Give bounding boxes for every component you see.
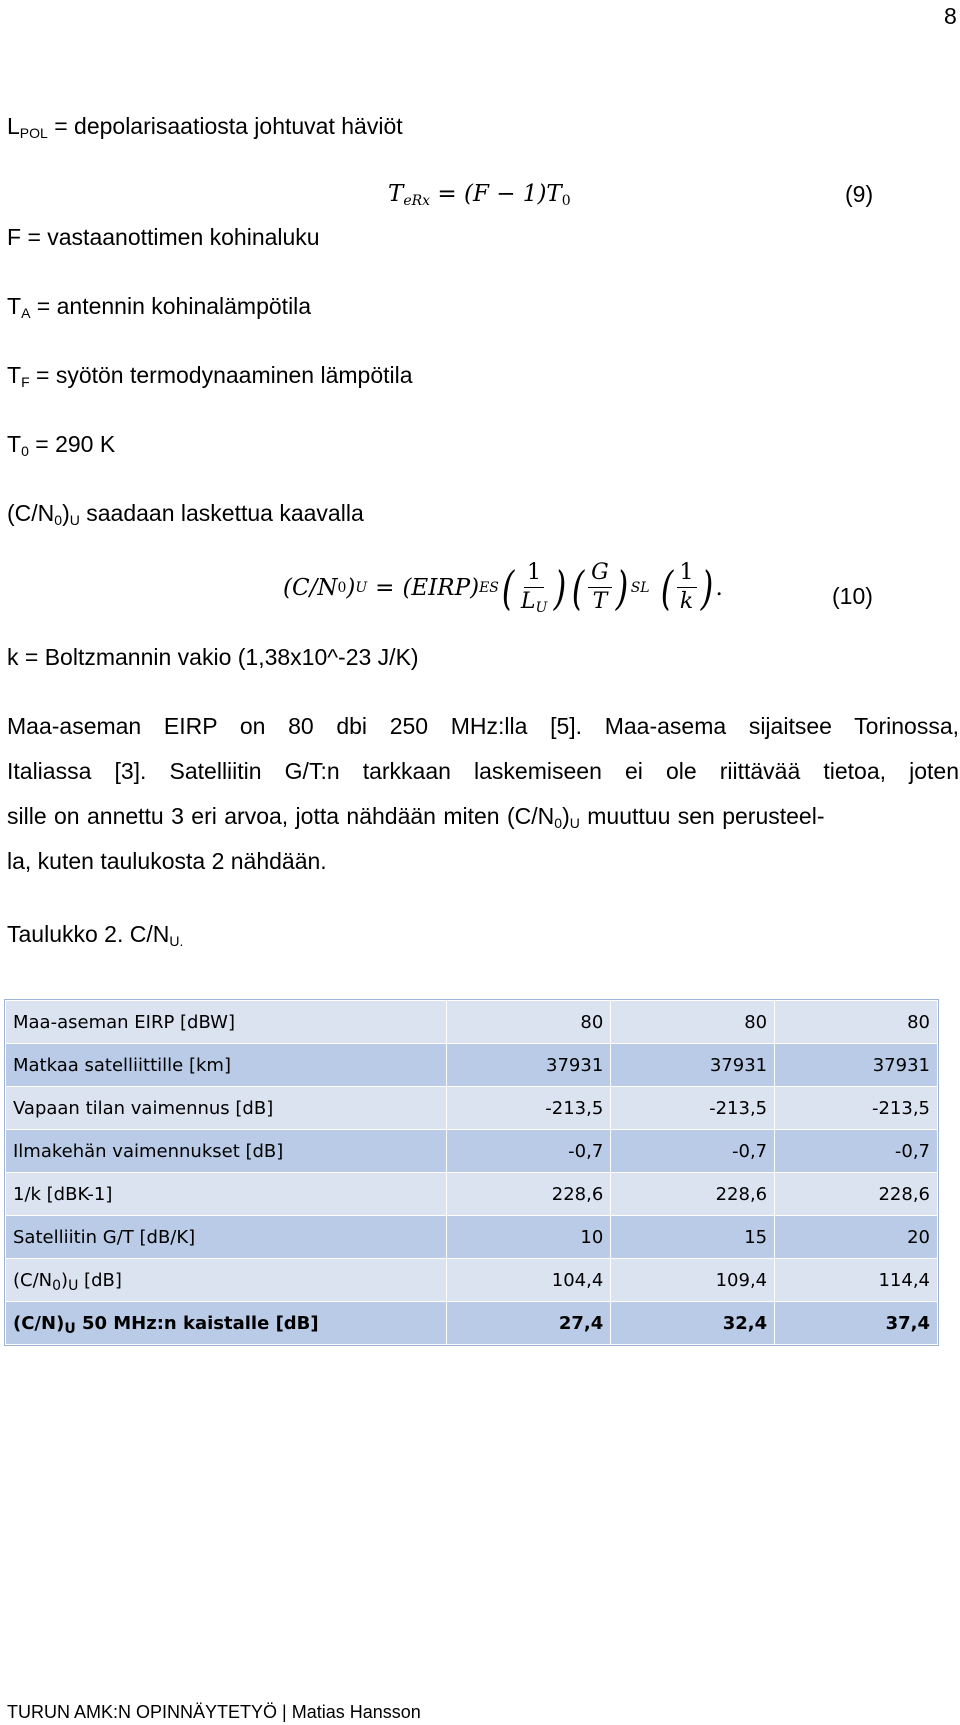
row-label-sub0: 0 xyxy=(52,1277,62,1294)
row-label: Maa-aseman EIRP [dBW] xyxy=(6,1001,447,1044)
paragraph-line-3-b: ) xyxy=(562,803,570,829)
cell-value: -0,7 xyxy=(611,1130,775,1173)
cell-value: 104,4 xyxy=(447,1259,611,1302)
cell-value: 15 xyxy=(611,1216,775,1259)
definition-lpol-text: = depolarisaatiosta johtuvat häviöt xyxy=(54,113,403,139)
eq9-equals: = xyxy=(437,181,457,207)
table-row xyxy=(6,1130,938,1173)
cn0-intro xyxy=(7,499,364,527)
cell-value: 228,6 xyxy=(775,1173,938,1216)
row-label xyxy=(6,1302,447,1345)
table-row xyxy=(6,1259,938,1302)
eq10-eirp: (EIRP) xyxy=(402,574,480,601)
eq10-f1-denominator: L xyxy=(520,589,536,614)
row-label: Vapaan tilan vaimennus [dB] xyxy=(6,1087,447,1130)
cell-value: 37931 xyxy=(775,1044,938,1087)
definition-k: k = Boltzmannin vakio (1,38x10^-23 J/K) xyxy=(7,644,419,670)
cn0-intro-subU: U xyxy=(69,512,80,528)
table-row xyxy=(6,1087,938,1130)
definition-t0-symbol: T xyxy=(7,431,22,457)
cell-value: 37,4 xyxy=(775,1302,938,1345)
definition-ta-symbol: T xyxy=(7,293,22,319)
definition-ta-subscript: A xyxy=(21,305,31,321)
eq10-fraction-1: ( $\frac{1}{L_U}$ ) xyxy=(501,560,567,616)
cell-value: -0,7 xyxy=(447,1130,611,1173)
cell-value: -213,5 xyxy=(775,1087,938,1130)
cell-value: 37931 xyxy=(447,1044,611,1087)
cell-value: 228,6 xyxy=(447,1173,611,1216)
definition-tf-symbol: T xyxy=(7,362,22,388)
cell-value: 80 xyxy=(775,1001,938,1044)
definition-tf-text: = syötön termodynaaminen lämpötila xyxy=(36,362,413,388)
row-label-pre: (C/N) xyxy=(13,1312,65,1334)
row-label-subU: U xyxy=(68,1277,79,1294)
cell-value: 114,4 xyxy=(775,1259,938,1302)
definition-t0-text: = 290 K xyxy=(35,431,116,457)
page-footer: TURUN AMK:N OPINNÄYTETYÖ | Matias Hansson xyxy=(7,1702,421,1722)
cell-value: -213,5 xyxy=(447,1087,611,1130)
definition-tf xyxy=(7,361,413,389)
eq9-body: (F − 1)T xyxy=(463,181,562,207)
paragraph-line-3 xyxy=(7,794,959,839)
body-paragraph xyxy=(7,704,959,884)
definition-lpol-symbol: L xyxy=(7,113,20,139)
paragraph-line-3-a: sille on annettu 3 eri arvoa, jotta nähdään miten (C/N xyxy=(7,803,555,829)
data-table xyxy=(5,1000,938,1345)
eq9-lhs: T xyxy=(388,181,404,207)
row-label: Satelliitin G/T [dB/K] xyxy=(6,1216,447,1259)
row-label: 1/k [dBK-1] xyxy=(6,1173,447,1216)
definition-lpol-subscript: POL xyxy=(19,125,48,141)
table-caption-subscript: U. xyxy=(169,933,184,949)
cell-value: -0,7 xyxy=(775,1130,938,1173)
paragraph-line-2: Italiassa [3]. Satelliitin G/T:n tarkkaan laskemiseen ei ole riittävää tietoa, joten xyxy=(7,758,959,784)
cn0-intro-pre: (C/N xyxy=(7,500,55,526)
row-label-subU: U xyxy=(64,1320,76,1337)
definition-tf-subscript: F xyxy=(21,374,30,390)
table-row xyxy=(6,1044,938,1087)
row-label xyxy=(6,1259,447,1302)
cell-value: 27,4 xyxy=(447,1302,611,1345)
row-label-post: 50 MHz:n kaistalle [dB] xyxy=(75,1312,319,1334)
cell-value: 32,4 xyxy=(611,1302,775,1345)
row-label: Ilmakehän vaimennukset [dB] xyxy=(6,1130,447,1173)
eq10-equals: = xyxy=(375,574,395,601)
row-label-pre: (C/N xyxy=(13,1269,53,1291)
eq10-lhs: (C/N xyxy=(283,574,338,601)
table-row xyxy=(6,1216,938,1259)
cell-value: 80 xyxy=(611,1001,775,1044)
cell-value: -213,5 xyxy=(611,1087,775,1130)
cell-value: 20 xyxy=(775,1216,938,1259)
cn0-intro-sub0: 0 xyxy=(54,512,63,528)
definition-t0 xyxy=(7,430,115,458)
eq10-lhs-close: ) xyxy=(346,574,356,601)
cell-value: 37931 xyxy=(611,1044,775,1087)
eq10-f1-numerator: 1 xyxy=(524,560,544,588)
table-row xyxy=(6,1173,938,1216)
cell-value: 10 xyxy=(447,1216,611,1259)
cell-value: 80 xyxy=(447,1001,611,1044)
equation-10-number: (10) xyxy=(832,583,873,609)
definition-ta xyxy=(7,292,311,320)
eq10-fraction-3: ( $\frac{1}{k}$ ) xyxy=(660,560,713,615)
table-row xyxy=(6,1302,938,1345)
table-row xyxy=(6,1001,938,1044)
table-caption xyxy=(7,920,183,948)
eq10-f1-denominator-subscript: U xyxy=(535,600,548,616)
eq10-f2-numerator: G xyxy=(588,560,612,588)
eq10-f2-denominator: T xyxy=(592,589,608,614)
row-label-mid: ) xyxy=(61,1269,69,1291)
paragraph-line-3-sub0: 0 xyxy=(554,815,563,831)
cell-value: 109,4 xyxy=(611,1259,775,1302)
eq9-lhs-subscript: eRx xyxy=(403,193,431,209)
eq9-body-subscript: 0 xyxy=(561,193,571,209)
equation-10: (C/N 0 ) U = (EIRP) ES ( $\frac{1}{L_U}$ ) ( $\frac{G}{T}$ ) SL ( $\frac{1}{k}$ ) . xyxy=(283,560,723,616)
paragraph-line-4: la, kuten taulukosta 2 nähdään. xyxy=(7,848,327,874)
definition-lpol xyxy=(7,112,403,140)
eq10-f3-numerator: 1 xyxy=(677,560,697,588)
cn0-intro-mid: ) xyxy=(62,500,70,526)
eq10-f3-denominator: k xyxy=(679,589,694,614)
paragraph-line-3-c: muuttuu sen perusteel- xyxy=(579,803,825,829)
eq10-period: . xyxy=(715,574,723,601)
definition-t0-subscript: 0 xyxy=(21,443,29,459)
definition-f: F = vastaanottimen kohinaluku xyxy=(7,224,320,250)
definition-ta-text: = antennin kohinalämpötila xyxy=(36,293,312,319)
paragraph-line-3-subU: U xyxy=(569,815,580,831)
equation-9 xyxy=(388,180,571,208)
row-label-post: [dB] xyxy=(78,1269,122,1291)
row-label: Matkaa satelliittille [km] xyxy=(6,1044,447,1087)
page-number: 8 xyxy=(944,3,957,29)
table-caption-text: Taulukko 2. C/N xyxy=(7,921,170,947)
paragraph-line-1: Maa-aseman EIRP on 80 dbi 250 MHz:lla [5]. Maa-asema sijaitsee Torinossa, xyxy=(7,713,959,739)
cell-value: 228,6 xyxy=(611,1173,775,1216)
cn0-intro-text: saadaan laskettua kaavalla xyxy=(86,500,364,526)
eq10-fraction-2: ( $\frac{G}{T}$ ) SL xyxy=(571,560,650,615)
equation-9-number: (9) xyxy=(845,181,874,207)
